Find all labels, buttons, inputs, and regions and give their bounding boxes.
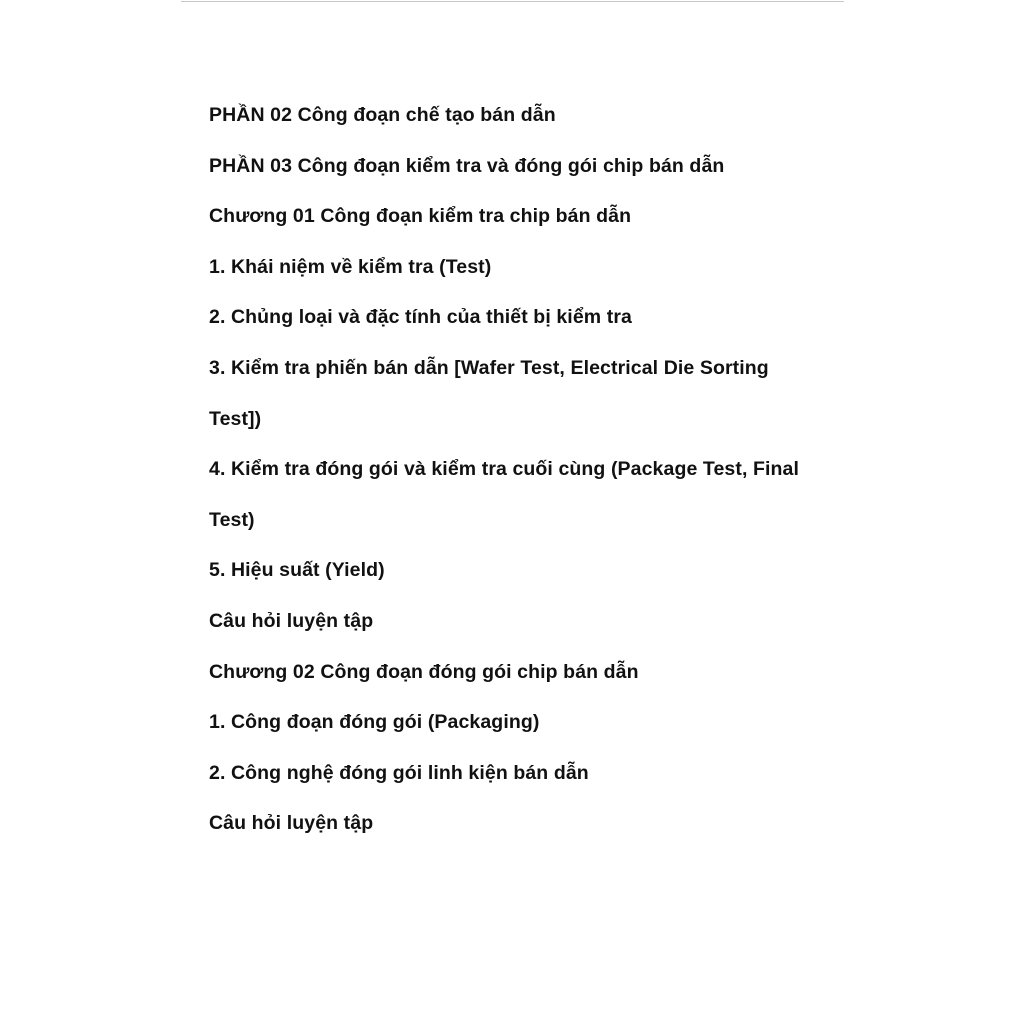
table-of-contents [209,95,849,854]
toc-part-02: PHẦN 02 Công đoạn chế tạo bán dẫn [209,104,556,126]
toc-chapter-02-section-2: 2. Công nghệ đóng gói linh kiện bán dẫn [209,761,589,784]
toc-section-4-continued: Test) [209,508,255,531]
toc-section-3: 3. Kiểm tra phiến bán dẫn [Wafer Test, Electrical Die Sorting [209,356,769,379]
toc-section-1: 1. Khái niệm về kiểm tra (Test) [209,255,492,278]
toc-part-03: PHẦN 03 Công đoạn kiểm tra và đóng gói chip bán dẫn [209,154,725,177]
toc-practice-questions-1: Câu hỏi luyện tập [209,609,374,632]
toc-section-3-continued: Test]) [209,407,262,430]
toc-section-2: 2. Chủng loại và đặc tính của thiết bị kiểm tra [209,306,632,329]
toc-section-4: 4. Kiểm tra đóng gói và kiểm tra cuối cùng (Package Test, Final [209,458,800,481]
toc-chapter-02-section-1: 1. Công đoạn đóng gói (Packaging) [209,711,540,734]
toc-section-5: 5. Hiệu suất (Yield) [209,559,385,582]
top-divider [181,1,844,2]
toc-chapter-02: Chương 02 Công đoạn đóng gói chip bán dẫn [209,660,639,683]
toc-chapter-01: Chương 01 Công đoạn kiểm tra chip bán dẫn [209,205,632,228]
toc-practice-questions-2: Câu hỏi luyện tập [209,812,374,835]
